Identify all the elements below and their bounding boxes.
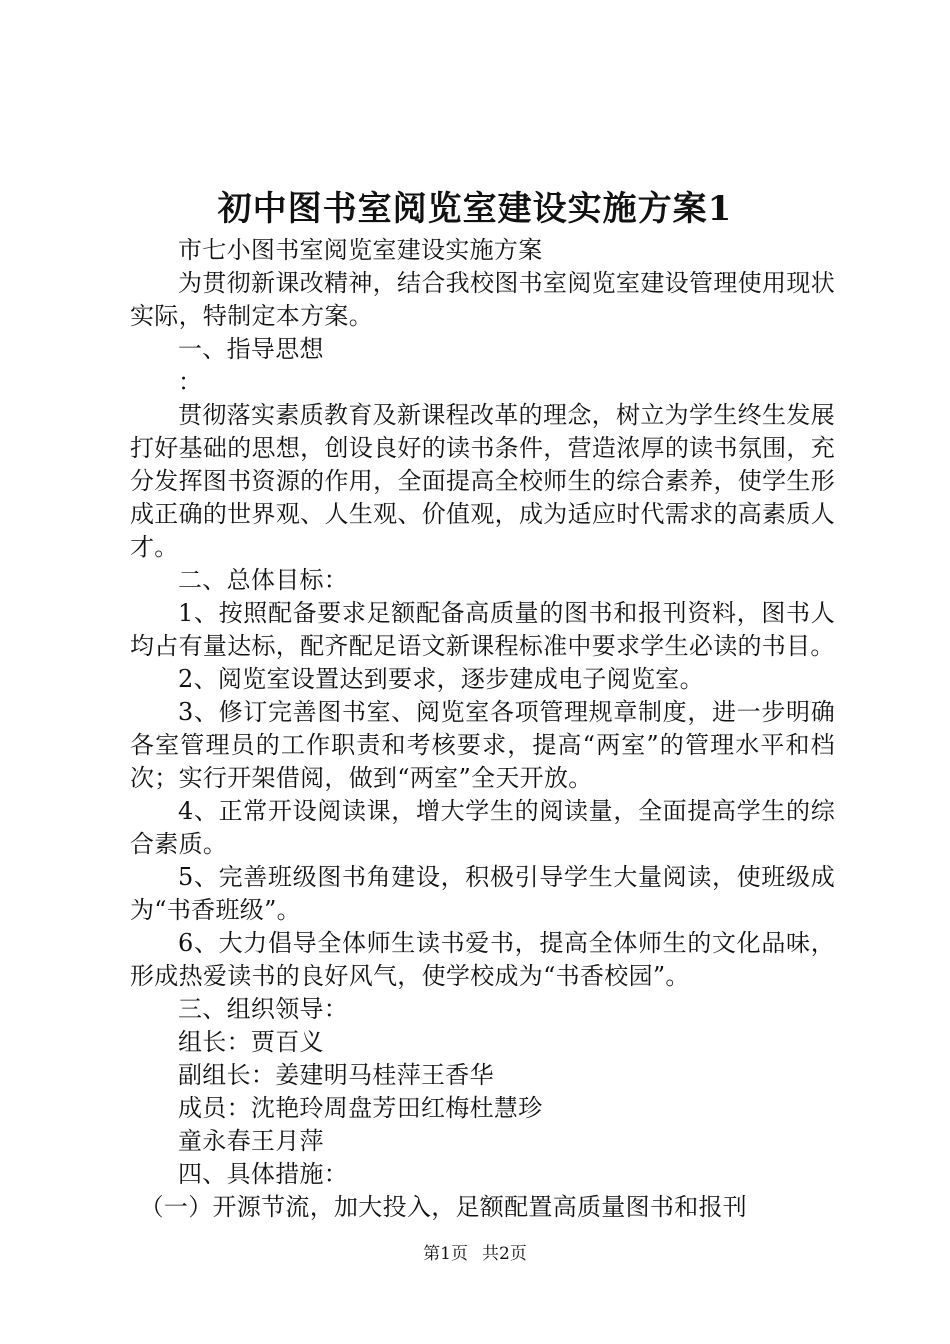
goal-item-2: 2、阅览室设置达到要求，逐步建成电子阅览室。 <box>178 665 704 693</box>
document-body <box>130 234 835 1224</box>
document-title: 初中图书室阅览室建设实施方案1 <box>217 189 733 229</box>
org-deputy-leaders: 副组长：姜建明马桂萍王香华 <box>178 1061 494 1089</box>
page-footer <box>0 1242 950 1266</box>
goal-item-4: 4、正常开设阅读课，增大学生的阅读量，全面提高学生的综合素质。 <box>130 797 835 858</box>
org-members-continued: 童永春王月萍 <box>178 1127 324 1155</box>
paragraph-subtitle: 市七小图书室阅览室建设实施方案 <box>178 236 543 264</box>
org-leader: 组长：贾百义 <box>178 1028 324 1056</box>
goal-item-6: 6、大力倡导全体师生读书爱书，提高全体师生的文化品味，形成热爱读书的良好风气，使学校成为“书香校园”。 <box>130 929 835 990</box>
heading-overall-goals: 二、总体目标： <box>178 566 349 594</box>
page-number-total: 共2页 <box>482 1244 527 1264</box>
paragraph-colon: ： <box>178 368 203 396</box>
goal-item-1: 1、按照配备要求足额配备高质量的图书和报刊资料，图书人均占有量达标，配齐配足语文新课程标准中要求学生必读的书目。 <box>130 599 835 660</box>
goal-item-3: 3、修订完善图书室、阅览室各项管理规章制度，进一步明确各室管理员的工作职责和考核要求，提高“两室”的管理水平和档次；实行开架借阅，做到“两室”全天开放。 <box>130 698 835 792</box>
heading-measures: 四、具体措施： <box>178 1160 349 1188</box>
heading-organization: 三、组织领导： <box>178 995 349 1023</box>
heading-guiding-ideology: 一、指导思想 <box>178 335 324 363</box>
paragraph-ideology-body: 贯彻落实素质教育及新课程改革的理念，树立为学生终生发展打好基础的思想，创设良好的读书条件，营造浓厚的读书氛围，充分发挥图书资源的作用，全面提高全校师生的综合素养，使学生形成正确的世界观、人生观、价值观，成为适应时代需求的高素质人才。 <box>130 401 835 561</box>
goal-item-5: 5、完善班级图书角建设，积极引导学生大量阅读，使班级成为“书香班级”。 <box>130 863 835 924</box>
org-members: 成员：沈艳玲周盘芳田红梅杜慧珍 <box>178 1094 543 1122</box>
page-number-current: 第1页 <box>423 1244 468 1264</box>
paragraph-intro: 为贯彻新课改精神，结合我校图书室阅览室建设管理使用现状实际，特制定本方案。 <box>130 269 835 330</box>
measure-item-1: （一）开源节流，加大投入，足额配置高质量图书和报刊 <box>139 1193 748 1221</box>
